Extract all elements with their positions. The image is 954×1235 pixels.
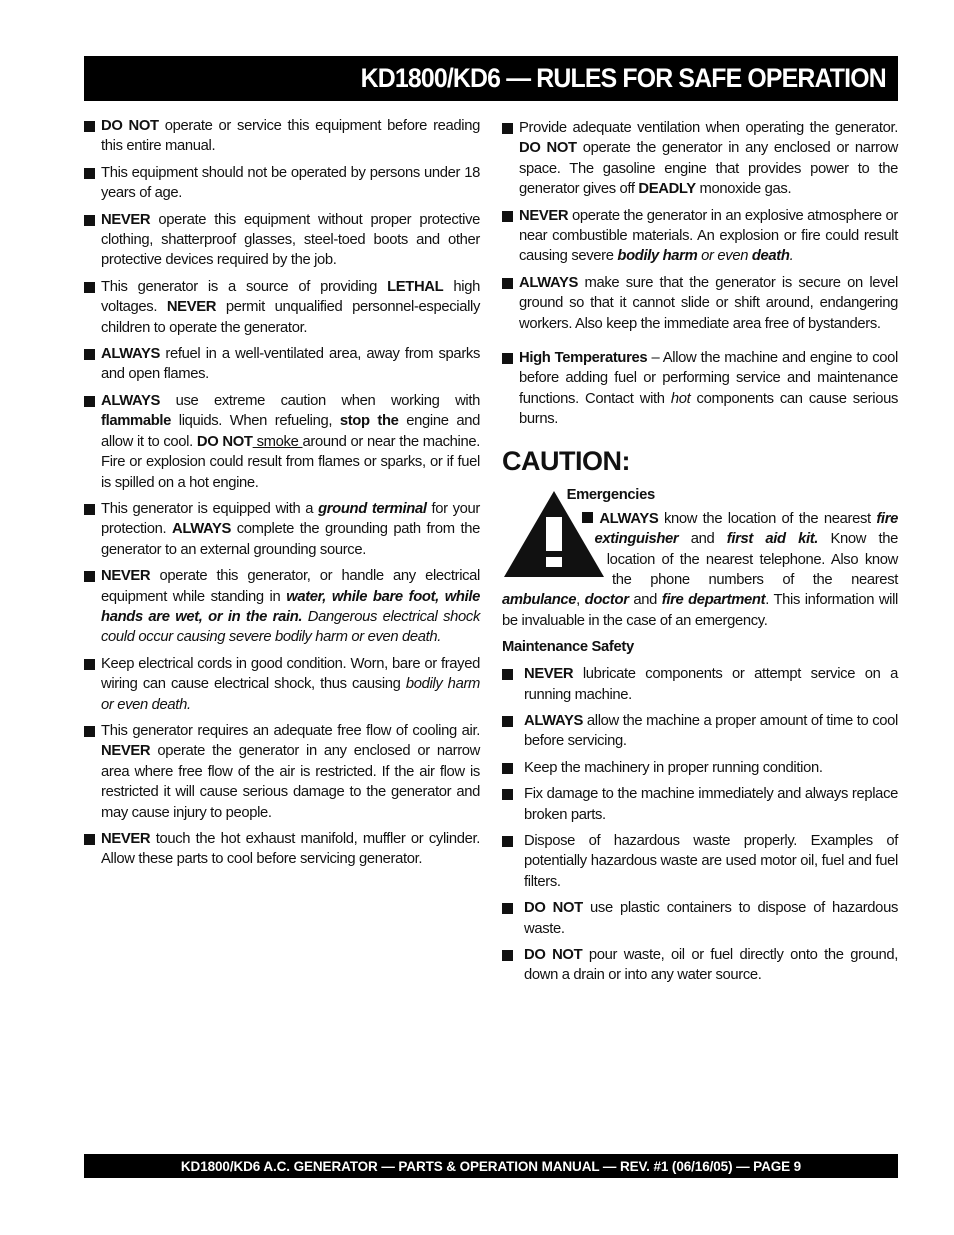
maintenance-item (502, 784, 898, 825)
text-run: ALWAYS (519, 274, 579, 291)
text-run: use plastic containers to dispose of hazardous waste. (524, 900, 898, 937)
text-run: permit unqualified personnel-especially children to operate the generator. (101, 299, 480, 336)
bullet-square-icon (502, 836, 513, 847)
text-run: touch the hot exhaust manifold, muffler or cylinder. Allow these parts to cool before servicing generator. (101, 831, 480, 868)
rule-item (84, 116, 480, 157)
text-run: Fix damage to the machine immediately and always replace broken parts. (524, 786, 898, 823)
text-run: operate this generator, or handle any electrical equipment while standing in (101, 568, 480, 605)
text-run: high voltages. (101, 278, 480, 316)
bullet-square-icon (502, 669, 513, 680)
text-run: bodily harm or even death. (101, 676, 480, 713)
text-run: pour waste, oil or fuel directly onto the ground, down a drain or into any water source. (524, 947, 898, 984)
text-run: NEVER (101, 211, 151, 228)
text-run: around or near the machine. Fire or explosion could result from flames or sparks, or if fuel is spilled on a hot engine. (101, 433, 480, 491)
page-footer (84, 1154, 898, 1178)
bullet-square-icon (502, 211, 513, 222)
text-run: DEADLY (638, 181, 696, 198)
emergencies-section (502, 487, 898, 631)
rule-item (84, 499, 480, 560)
text-run: allow the machine a proper amount of time to cool before servicing. (524, 712, 898, 750)
text-run: stop the (339, 413, 399, 430)
bullet-square-icon (502, 123, 513, 134)
text-run: refuel in a well-ventilated area, away from sparks and open flames. (101, 346, 480, 383)
rule-item (84, 344, 480, 385)
bullet-square-icon (84, 659, 95, 670)
bullet-square-icon (502, 763, 513, 774)
text-run: and (628, 592, 662, 609)
maintenance-item (502, 711, 898, 752)
text-run: doctor (584, 592, 629, 609)
rule-item (84, 654, 480, 715)
maintenance-item (502, 831, 898, 892)
rule-item (84, 163, 480, 204)
text-run: NEVER (101, 831, 151, 847)
text-run: ALWAYS (599, 510, 659, 527)
text-run: Dangerous electrical shock could occur causing severe bodily harm or even death. (101, 608, 480, 646)
rule-item (84, 210, 480, 271)
bullet-square-icon (502, 903, 513, 914)
text-run: . (789, 248, 794, 265)
text-run: This generator is a source of providing (101, 278, 388, 295)
text-run: Know the location of the nearest telephone. Also know the phone numbers of the nearest (606, 531, 898, 588)
rule-item (84, 391, 480, 493)
maintenance-list (502, 664, 898, 986)
text-run: fire extinguisher (594, 510, 898, 548)
text-run: water, while bare foot, while hands are wet, or in the rain. (101, 588, 480, 625)
text-run: and (678, 531, 727, 548)
text-run: Keep electrical cords in good condition. Worn, bare or frayed wiring can cause electrical shock, thus causing (101, 655, 480, 693)
bullet-square-icon (84, 282, 95, 293)
bullet-square-icon (84, 834, 95, 845)
text-run: ALWAYS (524, 712, 584, 729)
text-run: NEVER (519, 207, 569, 224)
text-run: know the location of the nearest (658, 510, 877, 527)
rule-item (502, 273, 898, 334)
text-run: DO NOT (524, 947, 583, 963)
right-column (502, 118, 898, 992)
text-run: operate the generator in an explosive atmosphere or near combustible materials. An explosion or fire could result causing severe (519, 207, 898, 265)
text-run: ALWAYS (101, 346, 161, 363)
bullet-square-icon (84, 168, 95, 179)
text-run: for your protection. (101, 500, 481, 538)
text-run: NEVER (101, 743, 151, 760)
text-run: liquids. When refueling, (171, 413, 340, 430)
emergencies-heading: Emergencies (566, 486, 655, 503)
text-run: operate the generator in any enclosed or narrow area where free flow of the air is restricted. If the air flow is restricted it will cause serious damage to the generator and may cause injury to people. (101, 743, 480, 821)
text-run: Dispose of hazardous waste properly. Examples of potentially hazardous waste are used motor oil, fuel and fuel filters. (524, 832, 898, 890)
bullet-square-icon (84, 726, 95, 737)
text-run: DO NOT (519, 140, 577, 157)
text-run: DO NOT (196, 433, 253, 450)
text-run: flammable (101, 413, 172, 430)
text-run: lubricate components or attempt service on a running machine. (524, 666, 898, 703)
rule-item (84, 721, 480, 823)
rule-item (84, 829, 480, 870)
text-run: Keep the machinery in proper running condition. (524, 759, 823, 776)
text-run: , (576, 592, 585, 609)
text-run: ALWAYS (101, 392, 161, 409)
text-run: engine and allow it to cool. (101, 413, 480, 450)
footer-text: KD1800/KD6 A.C. GENERATOR — PARTS & OPERATION MANUAL — REV. #1 (06/16/05) — PAGE 9 (180, 1158, 802, 1174)
rule-item (502, 206, 898, 267)
text-run: ambulance (502, 592, 577, 609)
bullet-square-icon (84, 571, 95, 582)
text-run: or even (697, 248, 752, 265)
text-run: This generator requires an adequate free flow of cooling air. (101, 722, 480, 739)
text-run: LETHAL (387, 278, 444, 295)
maintenance-heading: Maintenance Safety (502, 639, 634, 656)
bullet-square-icon (582, 512, 593, 523)
text-run: complete the grounding path from the generator to an external grounding source. (101, 521, 480, 558)
bullet-square-icon (84, 215, 95, 226)
text-run: This equipment should not be operated by persons under 18 years of age. (101, 164, 480, 202)
maintenance-item (502, 898, 898, 939)
rule-item (84, 566, 480, 648)
text-run: smoke (252, 433, 303, 450)
text-run: death (751, 248, 790, 265)
maintenance-item (502, 945, 898, 986)
text-run: operate or service this equipment before reading this entire manual. (101, 118, 480, 155)
bullet-square-icon (84, 349, 95, 360)
bullet-square-icon (502, 716, 513, 727)
text-run: High Temperatures (519, 350, 648, 367)
right-rules-list (502, 118, 898, 430)
bullet-square-icon (502, 353, 513, 364)
text-run: Provide adequate ventilation when operating the generator. (519, 120, 898, 136)
text-run: NEVER (524, 666, 574, 683)
rule-item (84, 277, 480, 338)
caution-heading: CAUTION: (502, 445, 630, 476)
text-run: . This information will be invaluable in the case of an emergency. (502, 592, 898, 629)
text-run: operate this equipment without proper protective clothing, shatterproof glasses, steel-toed boots and other protective devices required by the job. (101, 211, 480, 269)
text-run: This generator is equipped with a (101, 500, 319, 517)
bullet-square-icon (84, 504, 95, 515)
text-run: operate the generator in any enclosed or narrow space. The gasoline engine that provides power to the generator gives off (519, 140, 898, 198)
text-run: components can cause serious burns. (519, 390, 898, 428)
text-run: – Allow the machine and engine to cool before adding fuel or performing service and maintenance functions. Contact with (519, 350, 898, 407)
text-run: ground terminal (318, 500, 427, 517)
rule-item (502, 348, 898, 430)
maintenance-item (502, 664, 898, 705)
text-run: monoxide gas. (695, 181, 792, 198)
text-run: first aid kit. (726, 531, 819, 548)
text-run: NEVER (101, 568, 151, 585)
text-run: NEVER (166, 299, 217, 316)
text-run: use extreme caution when working with (160, 392, 480, 409)
maintenance-item (502, 758, 898, 778)
bullet-square-icon (502, 789, 513, 800)
bullet-square-icon (84, 121, 95, 132)
rule-item (502, 118, 898, 200)
text-run: ALWAYS (171, 521, 232, 538)
text-run: DO NOT (101, 118, 159, 134)
bullet-square-icon (84, 396, 95, 407)
text-run: hot (670, 390, 691, 407)
page-title: KD1800/KD6 — RULES FOR SAFE OPERATION (360, 63, 886, 93)
text-run: make sure that the generator is secure on level ground so that it cannot slide or shift around, endangering workers. Also keep the immediate area free of bystanders. (519, 274, 898, 332)
text-run: fire department (661, 592, 766, 609)
page-header (84, 56, 898, 101)
text-run: bodily harm (617, 248, 698, 265)
text-run: DO NOT (524, 900, 583, 917)
bullet-square-icon (502, 278, 513, 289)
bullet-square-icon (502, 950, 513, 961)
left-column (84, 116, 480, 876)
